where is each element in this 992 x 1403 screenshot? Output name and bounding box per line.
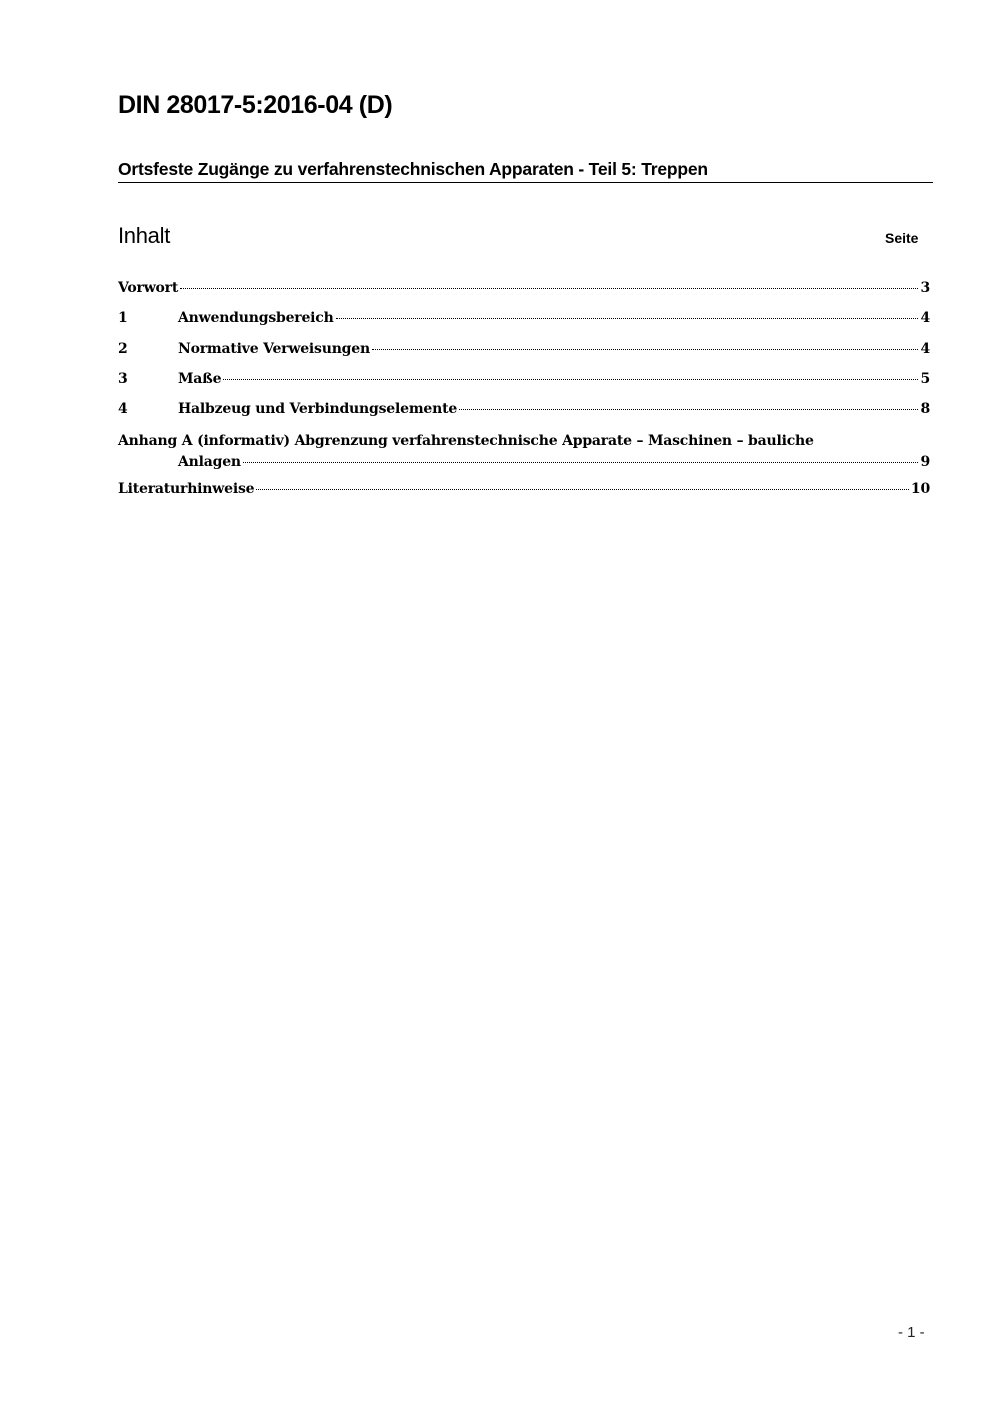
toc-annex-label-line2: Anlagen [178,454,241,471]
toc-dot-leader [256,489,909,490]
toc-entry-masse[interactable] [118,371,930,401]
toc-entry-number: 2 [118,340,128,357]
toc-entry-label: Normative Verweisungen [178,340,370,357]
toc-dot-leader [180,288,918,289]
toc-annex-label-line1: Anhang A (informativ) Abgrenzung verfahrenstechnische Apparate – Maschinen – bauliche [118,433,814,450]
toc-entry-annex-a[interactable] [118,431,930,481]
toc-entry-page: 5 [920,370,930,387]
toc-entry-normative-verweisungen[interactable] [118,341,930,371]
toc-entry-page: 3 [920,280,930,296]
toc-entry-number: 1 [118,310,128,327]
toc-entry-number: 3 [118,370,128,387]
toc-dot-leader [243,462,919,463]
toc-entry-page: 8 [920,401,930,418]
document-subtitle: Ortsfeste Zugänge zu verfahrenstechnischen Apparaten - Teil 5: Treppen [118,157,933,183]
toc-entry-vorwort[interactable] [118,280,930,310]
toc-dot-leader [372,349,919,350]
toc-dot-leader [336,318,919,319]
toc-page-column-header: Seite [885,230,919,246]
document-title: DIN 28017-5:2016-04 (D) [118,91,393,119]
toc-annex-line2 [118,451,930,473]
page-number: - 1 - [898,1324,925,1341]
toc-entry-page: 9 [920,454,930,471]
toc-heading: Inhalt [118,223,171,248]
toc-entry-label: Vorwort [118,280,179,296]
table-of-contents [118,280,930,512]
toc-entry-page: 10 [910,481,930,498]
toc-dot-leader [223,379,918,380]
toc-entry-halbzeug[interactable] [118,401,930,431]
toc-entry-page: 4 [920,340,930,357]
toc-entry-page: 4 [920,310,930,327]
toc-entry-label: Literaturhinweise [118,481,255,498]
toc-entry-anwendungsbereich[interactable] [118,310,930,340]
toc-entry-label: Halbzeug und Verbindungselemente [178,401,458,418]
toc-entry-number: 4 [118,401,128,418]
toc-dot-leader [459,409,918,410]
toc-entry-literaturhinweise[interactable] [118,481,930,511]
toc-entry-label: Anwendungsbereich [178,310,334,327]
toc-entry-label: Maße [178,370,222,387]
